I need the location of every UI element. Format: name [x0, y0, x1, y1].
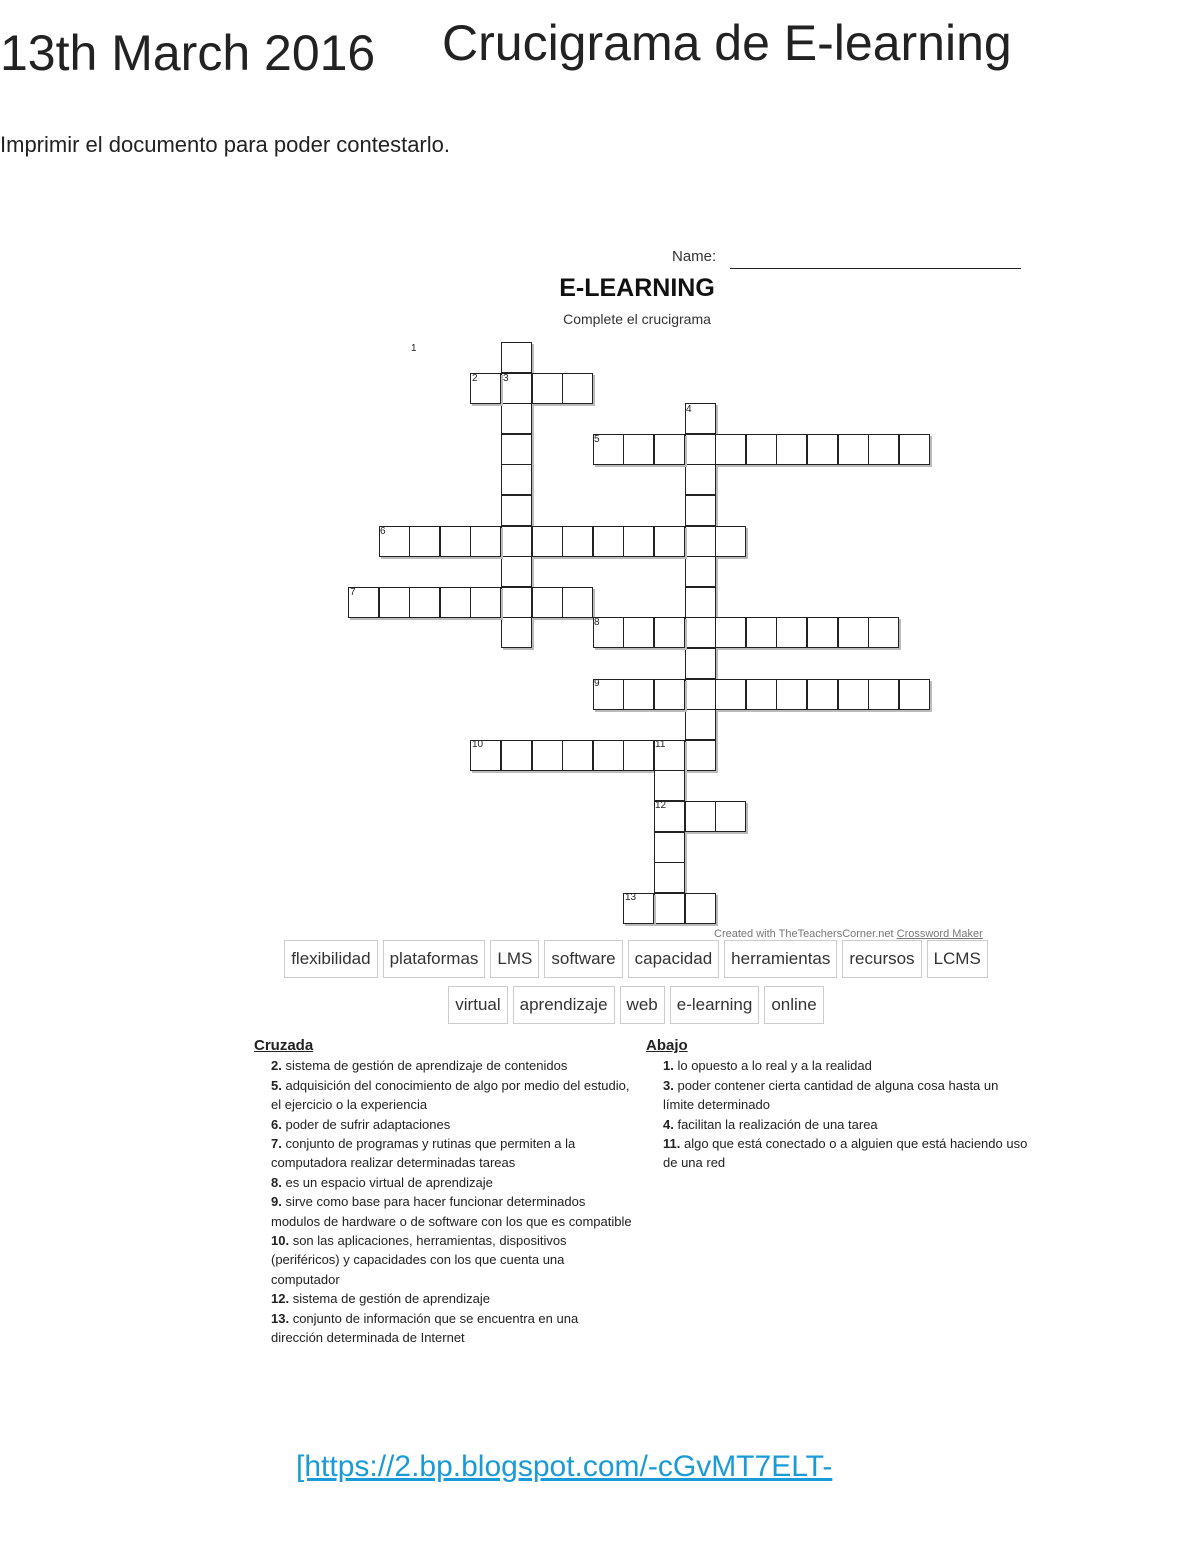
word-bank-item: e-learning	[670, 986, 760, 1024]
clue-num: 12.	[271, 1291, 290, 1307]
across-clue	[254, 1309, 632, 1348]
crossword-cell	[654, 862, 685, 893]
crossword-cell	[532, 587, 563, 618]
down-heading: Abajo	[646, 1037, 688, 1054]
crossword-cell	[685, 648, 716, 679]
crossword-cell	[654, 526, 685, 557]
crossword-cell	[562, 526, 593, 557]
image-source-link[interactable]: [https://2.bp.blogspot.com/-cGvMT7ELT-	[296, 1450, 833, 1483]
crossword-cell	[685, 556, 716, 587]
clue-number: 1	[411, 343, 417, 354]
clue-text: algo que está conectado o a alguien que está haciendo uso de una red	[663, 1136, 1028, 1171]
clue-num: 7.	[271, 1136, 282, 1152]
crossword-cell	[654, 679, 685, 710]
crossword-cell	[899, 434, 930, 465]
clue-text: sistema de gestión de aprendizaje	[292, 1291, 490, 1307]
clue-text: sistema de gestión de aprendizaje de contenidos	[285, 1058, 568, 1074]
clue-text: adquisición del conocimiento de algo por medio del estudio, el ejercicio o la experiencia	[271, 1077, 630, 1113]
clue-num: 8.	[271, 1174, 282, 1190]
crossword-cell	[440, 587, 471, 618]
clue-text: conjunto de información que se encuentra en una dirección determinada de Internet	[271, 1310, 579, 1346]
crossword-cell	[685, 801, 716, 832]
word-bank-item: capacidad	[628, 940, 720, 978]
word-bank-item: web	[620, 986, 665, 1024]
crossword-cell	[685, 434, 716, 465]
crossword-cell	[501, 556, 532, 587]
clue-text: es un espacio virtual de aprendizaje	[285, 1174, 493, 1190]
clue-num: 2.	[271, 1058, 282, 1074]
across-clue	[254, 1076, 632, 1115]
crossword-cell	[868, 679, 899, 710]
crossword-cell	[654, 770, 685, 801]
crossword-cell	[807, 679, 838, 710]
word-bank-item: software	[544, 940, 622, 978]
clue-text: poder contener cierta cantidad de alguna cosa hasta un límite determinado	[663, 1077, 999, 1113]
word-bank-item: recursos	[842, 940, 921, 978]
clue-number: 7	[350, 587, 356, 598]
across-clue	[254, 1192, 632, 1231]
clue-number: 2	[472, 373, 478, 384]
crossword-cell	[623, 526, 654, 557]
crossword-cell	[899, 679, 930, 710]
across-clue	[254, 1231, 632, 1289]
word-bank-item: virtual	[448, 986, 507, 1024]
crossword-cell	[715, 526, 746, 557]
crossword-cell	[470, 587, 501, 618]
crossword-cell	[623, 617, 654, 648]
crossword-cell	[379, 587, 410, 618]
crossword-cell	[715, 617, 746, 648]
clue-text: lo opuesto a lo real y a la realidad	[677, 1058, 872, 1074]
crossword-cell	[501, 434, 532, 465]
crossword-cell	[532, 373, 563, 404]
crossword-cell	[776, 434, 807, 465]
crossword-cell	[409, 526, 440, 557]
across-clue	[254, 1289, 632, 1308]
clue-num: 5.	[271, 1077, 282, 1093]
clue-number: 13	[625, 892, 637, 903]
crossword-cell	[501, 526, 532, 557]
crossword-cell	[532, 526, 563, 557]
clue-text: poder de sufrir adaptaciones	[285, 1116, 451, 1132]
crossword-cell	[654, 832, 685, 863]
crossword-cell	[593, 526, 624, 557]
post-date: 13th March 2016	[0, 25, 376, 81]
credit-text: Created with TheTeachersCorner.net	[714, 928, 897, 940]
clue-text: son las aplicaciones, herramientas, dispositivos (periféricos) y capacidades con los que cuenta una computador	[271, 1233, 567, 1287]
clue-number: 6	[380, 526, 386, 537]
crossword-cell	[685, 526, 716, 557]
down-clues	[646, 1036, 1030, 1173]
word-bank-item: flexibilidad	[284, 940, 377, 978]
crossword-cell	[776, 679, 807, 710]
clue-number: 8	[594, 617, 600, 628]
word-bank-item: online	[764, 986, 823, 1024]
word-bank-item: LMS	[490, 940, 539, 978]
clue-text: sirve como base para hacer funcionar determinados modulos de hardware o de software con los que es compatible	[271, 1194, 632, 1229]
crossword-cell	[501, 464, 532, 495]
intro-text: Imprimir el documento para poder contestarlo.	[0, 132, 450, 157]
crossword-cell	[562, 373, 593, 404]
down-clue	[646, 1115, 1030, 1134]
clue-num: 4.	[663, 1116, 674, 1132]
crossword-cell	[654, 893, 685, 924]
crossword-cell	[623, 740, 654, 771]
clue-num: 10.	[271, 1233, 290, 1249]
crossword-cell	[501, 617, 532, 648]
clue-num: 13.	[271, 1310, 290, 1326]
across-clue	[254, 1115, 632, 1134]
crossword-cell	[440, 526, 471, 557]
clue-number: 10	[472, 739, 484, 750]
crossword-cell	[685, 679, 716, 710]
crossword-cell	[838, 434, 869, 465]
crossword-cell	[409, 587, 440, 618]
crossword-cell	[868, 434, 899, 465]
clue-number: 11	[655, 739, 666, 750]
crossword-cell	[501, 403, 532, 434]
crossword-cell	[685, 740, 716, 771]
crossword-cell	[685, 587, 716, 618]
crossword-cell	[776, 617, 807, 648]
crossword-cell	[623, 679, 654, 710]
crossword-cell	[838, 617, 869, 648]
crossword-cell	[470, 526, 501, 557]
crossword-cell	[501, 342, 532, 373]
word-bank-item: LCMS	[927, 940, 988, 978]
crossword-cell	[746, 679, 777, 710]
worksheet-subtitle: Complete el crucigrama	[563, 311, 711, 327]
crossword-cell	[532, 740, 563, 771]
credit-line	[714, 928, 983, 940]
crossword-cell	[868, 617, 899, 648]
down-clue	[646, 1056, 1030, 1075]
crossword-cell	[501, 587, 532, 618]
crossword-cell	[654, 434, 685, 465]
across-heading: Cruzada	[254, 1037, 314, 1054]
crossword-cell	[807, 617, 838, 648]
clue-number: 9	[594, 678, 600, 689]
clue-num: 11.	[663, 1136, 681, 1152]
crossword-maker-link[interactable]: Crossword Maker	[896, 928, 983, 940]
crossword-cell	[807, 434, 838, 465]
across-clue	[254, 1134, 632, 1173]
clue-number: 12	[655, 800, 667, 811]
worksheet-title: E-LEARNING	[559, 274, 715, 302]
clue-num: 6.	[271, 1116, 282, 1132]
word-bank-row	[268, 940, 1004, 978]
clue-num: 3.	[663, 1077, 674, 1093]
crossword-cell	[838, 679, 869, 710]
clue-number: 5	[594, 434, 600, 445]
page-title: Crucigrama de E-learning	[442, 15, 1012, 71]
clue-text: conjunto de programas y rutinas que permiten a la computadora realizar determinadas tareas	[271, 1136, 576, 1171]
crossword-cell	[746, 434, 777, 465]
crossword-cell	[501, 740, 532, 771]
crossword-cell	[623, 434, 654, 465]
clue-number: 3	[503, 373, 509, 384]
across-clue	[254, 1173, 632, 1192]
crossword-cell	[501, 495, 532, 526]
clue-num: 1.	[663, 1058, 674, 1074]
across-clue	[254, 1056, 632, 1075]
crossword-cell	[685, 617, 716, 648]
across-clues	[254, 1036, 632, 1348]
clue-number: 4	[686, 404, 692, 415]
crossword-cell	[654, 617, 685, 648]
word-bank-item: herramientas	[724, 940, 837, 978]
name-label: Name:	[672, 248, 717, 265]
clue-num: 9.	[271, 1194, 282, 1210]
crossword-cell	[685, 709, 716, 740]
crossword-cell	[593, 740, 624, 771]
word-bank-row	[268, 986, 1004, 1024]
word-bank-item: aprendizaje	[513, 986, 615, 1024]
crossword-cell	[685, 495, 716, 526]
crossword-cell	[746, 617, 777, 648]
crossword-cell	[715, 679, 746, 710]
crossword-cell	[685, 893, 716, 924]
crossword-cell	[562, 740, 593, 771]
name-line	[730, 268, 1021, 269]
word-bank-item: plataformas	[383, 940, 486, 978]
down-clue	[646, 1134, 1030, 1173]
clue-text: facilitan la realización de una tarea	[677, 1116, 878, 1132]
crossword-cell	[562, 587, 593, 618]
crossword-cell	[715, 801, 746, 832]
down-clue	[646, 1076, 1030, 1115]
crossword-cell	[715, 434, 746, 465]
crossword-cell	[685, 464, 716, 495]
